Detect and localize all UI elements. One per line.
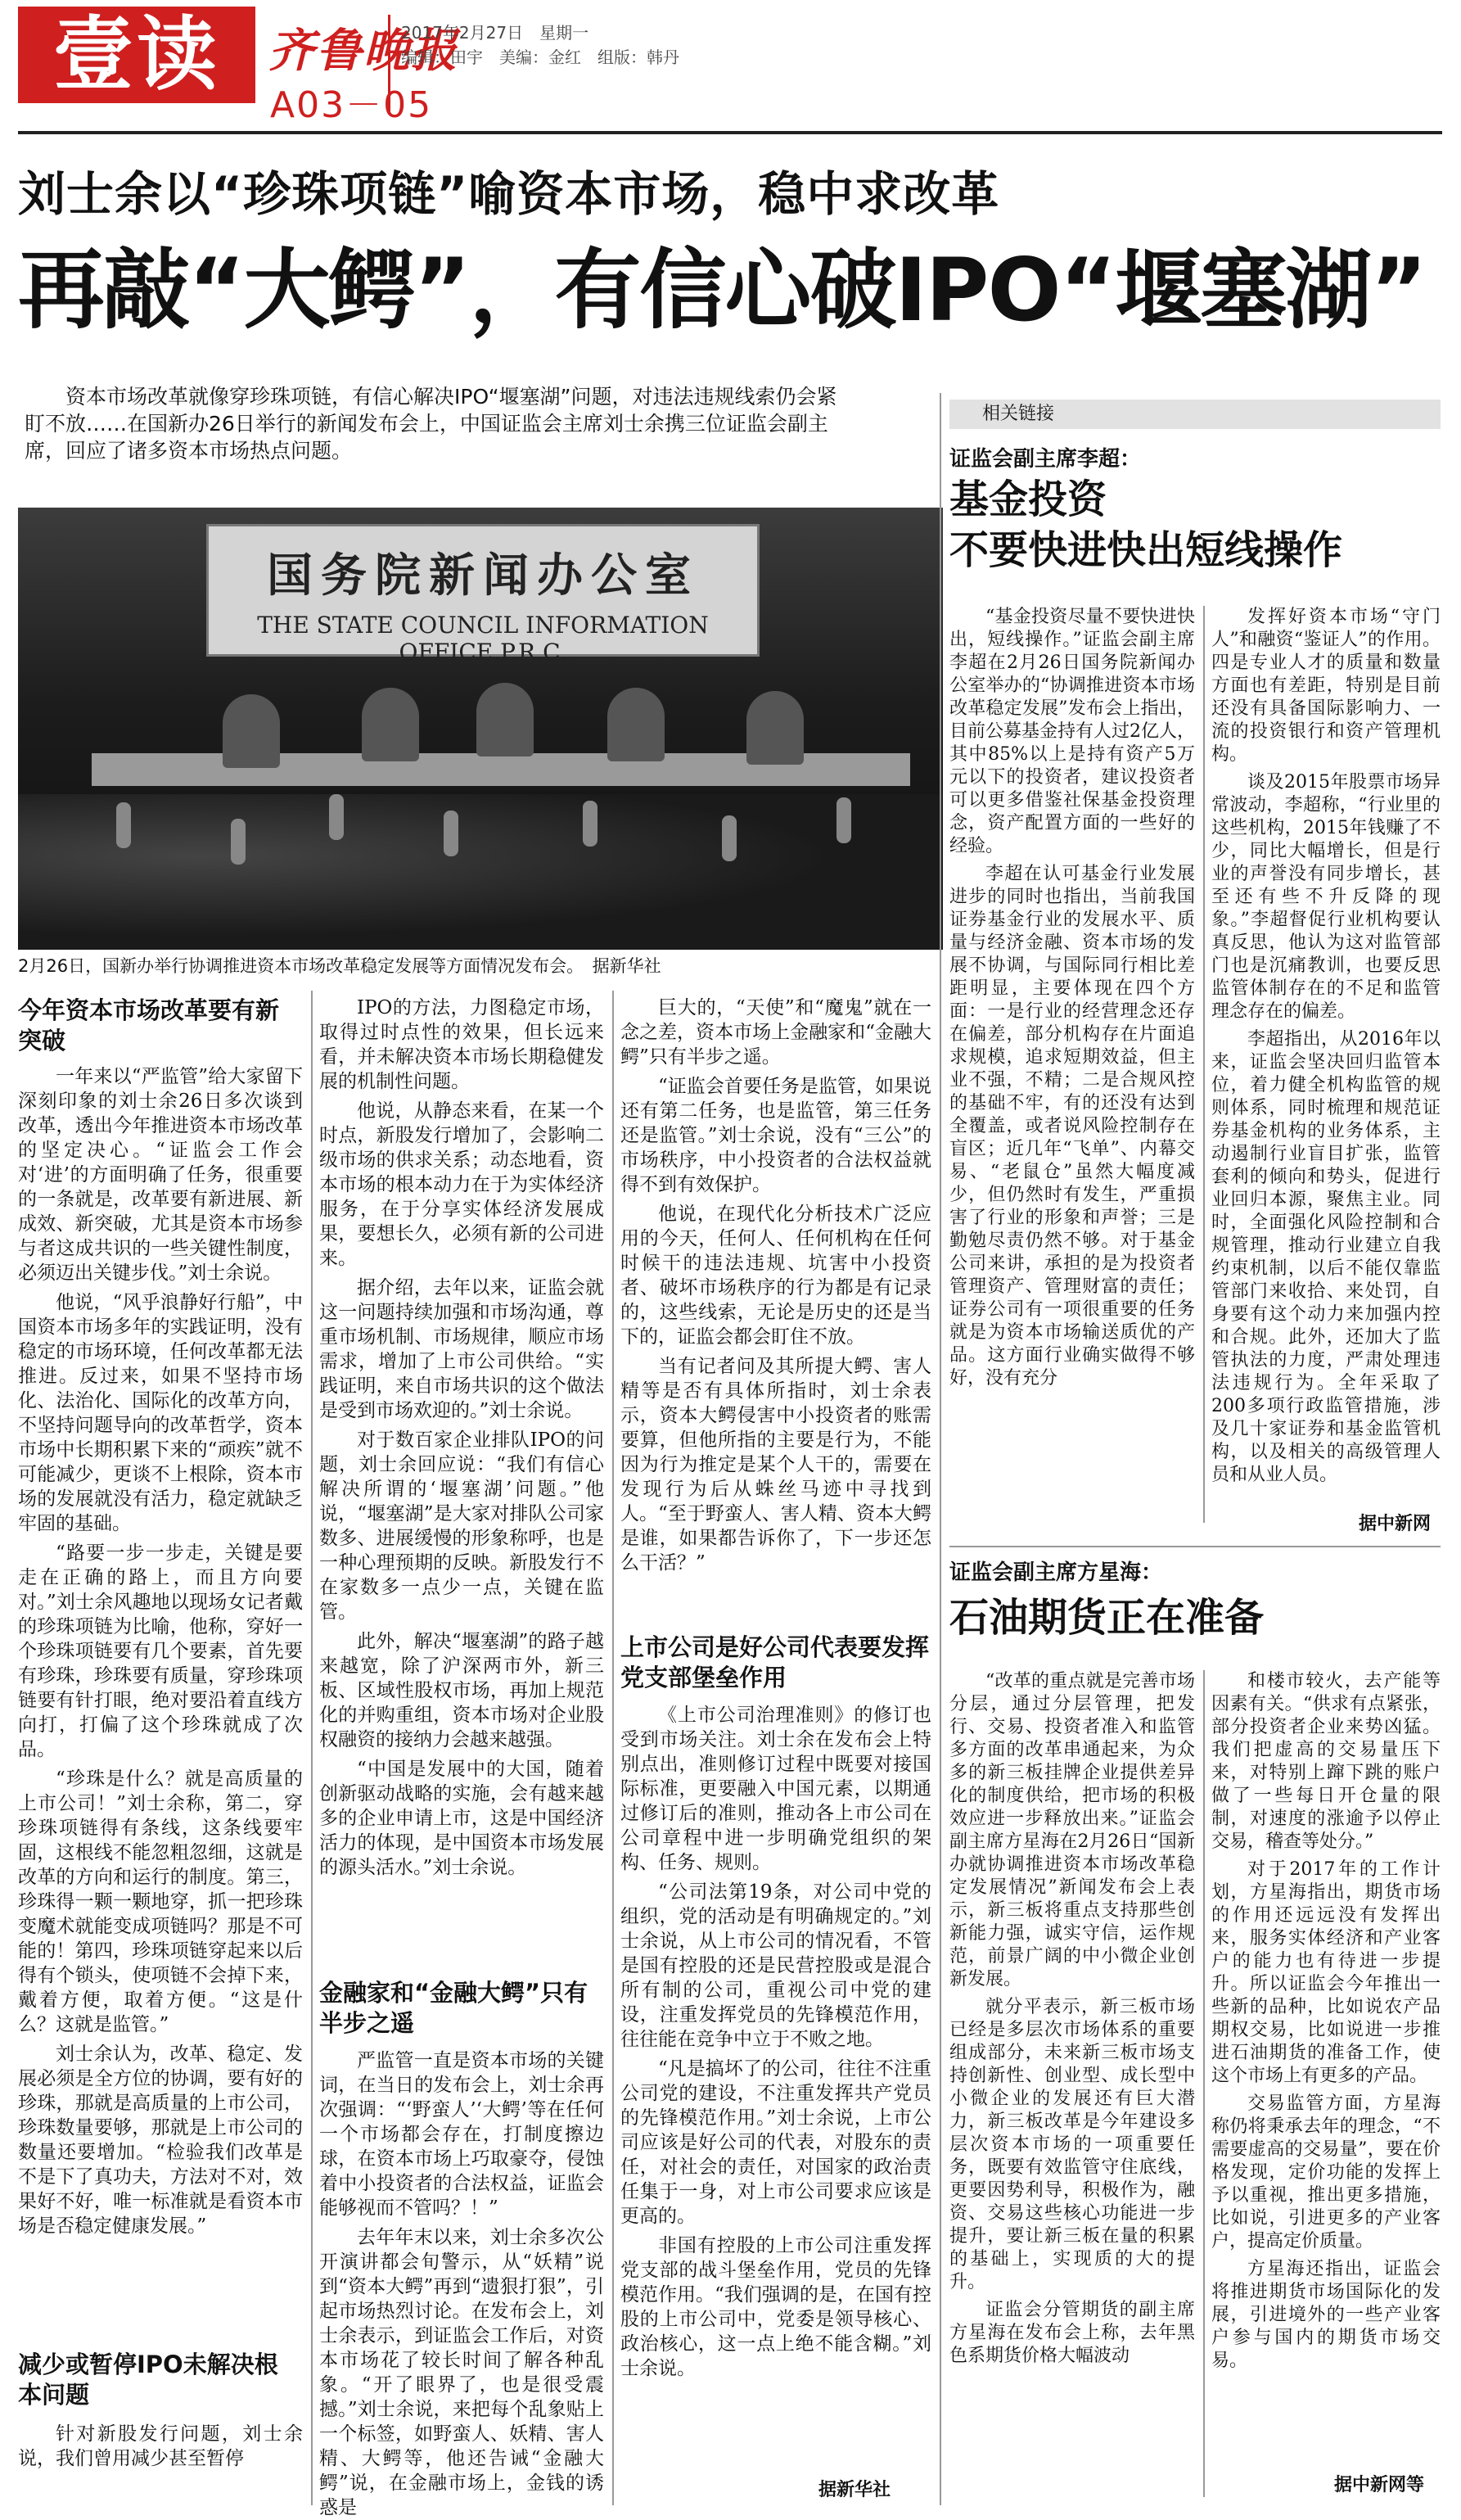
editor-credits: 编辑：田宇 美编：金红 组版：韩丹 xyxy=(401,47,679,67)
raised-hands-crowd xyxy=(18,794,943,950)
headline-subtitle: 刘士余以“珍珠项链”喻资本市场，稳中求改革 xyxy=(18,166,1000,222)
photo-banner xyxy=(206,524,760,666)
paragraph: “中国是发展中的大国，随着创新驱动战略的实施，会有越来越多的企业申请上市，这是中国经济活力的体现，是中国资本市场发展的源头活水。”刘士余说。 xyxy=(319,1759,604,1878)
sidebar2-left-body xyxy=(949,1670,1195,2489)
article-col3-body2 xyxy=(620,1703,931,2473)
article-col1-heading: 今年资本市场改革要有新突破 xyxy=(18,996,280,1055)
section-title: 壹读 xyxy=(18,7,255,103)
article-col1-heading2: 减少或暂停IPO未解决根本问题 xyxy=(18,2351,278,2409)
paragraph: 此外，解决“堰塞湖”的路子越来越宽，除了沪深两市外，新三板、区域性股权市场，再加上规范化的并购重组，资本市场对企业股权融资的接纳力会越来越强。 xyxy=(319,1631,604,1750)
paragraph: 他说，“风乎浪静好行船”，中国资本市场多年的实践证明，没有稳定的市场环境，任何改革都无法推进。反过来，如果不坚持市场化、法治化、国际化的改革方向，不坚持问题导向的改革哲学，资本市场中长期积累下来的“顽疾”就不可能减少，更谈不上根除，资本市场的发展就没有活力，稳定就缺乏牢固的基础。 xyxy=(18,1292,303,1534)
paragraph: 严监管一直是资本市场的关键词，在当日的发布会上，刘士余再次强调：“‘野蛮人’‘大鳄’等在任何一个市场都会存在，打制度擦边球，在资本市场上巧取豪夺，侵蚀着中小投资者的合法权益，证监会能够视而不管吗？！” xyxy=(319,2050,604,2219)
press-conference-photo xyxy=(18,508,943,948)
column-rule xyxy=(311,991,313,2505)
paragraph: 谈及2015年股票市场异常波动，李超称，“行业里的这些机构，2015年钱赚了不少，同比大幅增长，但是行业的声誉没有同步增长，甚至还有些不升反降的现象。”李超督促行业机构要认真反思，他认为这对监管部门也是沉痛教训，也要反思监管体制存在的不足和监管理念存在的偏差。 xyxy=(1211,772,1441,1022)
column-rule xyxy=(1203,606,1205,1523)
paragraph: “珍珠是什么？就是高质量的上市公司！”刘士余称，第二，穿珍珠项链得有条线，这条线要牢固，这根线不能忽粗忽细，这就是改革的方向和运行的制度。第三，珍珠得一颗一颗地穿，抓一把珍珠变魔术就能变成项链吗？那是不可能的！第四，珍珠项链穿起来以后得有个锁头，使项链不会掉下来，戴着方便，取着方便。“这是什么？这就是监管。” xyxy=(18,1768,303,2035)
paragraph: IPO的方法，力图稳定市场，取得过时点性的效果，但长远来看，并未解决资本市场长期稳健发展的机制性问题。 xyxy=(319,997,604,1092)
raised-hand xyxy=(583,801,597,847)
sidebar2-right-body xyxy=(1211,1670,1441,2464)
sidebar1-right-body xyxy=(1211,606,1441,1506)
sidebar1-title-line1: 基金投资 xyxy=(949,476,1107,522)
paragraph: 李超指出，从2016年以来，证监会坚决回归监管本位，着力健全机构监管的规则体系，同时梳理和规范证券基金机构的业务体系，主动遏制行业盲目扩张，监管套利的倾向和势头，促进行业回归本源，聚焦主业。同时，全面强化风险控制和合规管理，推动行业建立自我约束机制，以后不能仅靠监管部门来收拾、来处罚，自身要有这个动力来加强内控和合规。此外，还加大了监管执法的力度，严肃处理违法违规行为。全年采取了200多项行政监管措施，涉及几十家证券和基金监管机构，以及相关的高级管理人员和从业人员。 xyxy=(1211,1029,1441,1485)
article-col1-body xyxy=(18,1064,303,2237)
sidebar2-title: 石油期货正在准备 xyxy=(949,1595,1265,1641)
paragraph: 对于数百家企业排队IPO的问题，刘士余回应说：“我们有信心解决所谓的‘堰塞湖’问题。”他说，“堰塞湖”是大家对排队公司家数多、进展缓慢的形象称呼，也是一种心理预期的反映。新股发行不在家数多一点少一点，关键在监管。 xyxy=(319,1429,604,1623)
sidebar1-left-body xyxy=(949,606,1195,1531)
article-source: 据新华社 xyxy=(818,2480,891,2500)
issue-date: 2017年2月27日 星期一 xyxy=(401,23,589,43)
article-col3-heading2: 上市公司是好公司代表要发挥党支部堡垒作用 xyxy=(620,1633,930,1691)
speaker-figure xyxy=(746,691,804,765)
paragraph: 就分平表示，新三板市场已经是多层次市场体系的重要组成部分，未来新三板市场支持创新性、创业型、成长型中小微企业的发展还有巨大潜力，新三板改革是今年建设多层次资本市场的一项重要任务，既要有效监管守住底线，更要因势利导，积极作为，融资、交易这些核心功能进一步提升，要让新三板在量的积累的基础上，实现质的大的提升。 xyxy=(949,1997,1195,2292)
paragraph: “路要一步一步走，关键是要走在正确的路上，而且方向要对。”刘士余风趣地以现场女记者戴的珍珠项链为比喻，他称，穿好一个珍珠项链要有几个要素，首先要有珍珠，珍珠要有质量，穿珍珠项链要有针打眼，绝对要沿着直线方向打，打偏了这个珍珠就成了次品。 xyxy=(18,1542,303,1760)
article-col2-heading2: 金融家和“金融大鳄”只有半步之遥 xyxy=(319,1979,588,2037)
paragraph: 一年来以“严监管”给大家留下深刻印象的刘士余26日多次谈到改革，透出今年推进资本市场改革的坚定决心。“证监会工作会对‘进’的方面明确了任务，很重要的一条就是，改革要有新进展、新成效、新突破，尤其是资本市场参与者这成共识的一些关键性制度，必须迈出关键步伐。”刘士余说。 xyxy=(18,1066,303,1284)
paragraph: “改革的重点就是完善市场分层，通过分层管理，把发行、交易、投资者准入和监管多方面的改革串通起来，为众多的新三板挂牌企业提供差异化的制度供给，把市场的积极效应进一步释放出来。”证监会副主席方星海在2月26日“国新办就协调推进资本市场改革稳定发展情况”新闻发布会上表示，新三板将重点支持那些创新能力强，诚实守信，运作规范，前景广阔的中小微企业创新发展。 xyxy=(949,1671,1195,1989)
paragraph: “公司法第19条，对公司中党的组织，党的活动是有明确规定的。”刘士余说，从上市公司的情况看，不管是国有控股的还是民营控股或是混合所有制的公司，重视公司中党的建设，注重发挥党员的先锋模范作用，往往能在竞争中立于不败之地。 xyxy=(620,1881,931,2050)
raised-hand xyxy=(116,802,131,848)
article-col3-body xyxy=(620,996,931,1618)
paragraph: “凡是搞坏了的公司，往往不注重公司党的建设，不注重发挥共产党员的先锋模范作用。”刘士余说，上市公司应该是好公司的代表，对股东的责任，对社会的责任，对国家的政治责任集于一身，对上市公司要求应该是更高的。 xyxy=(620,2058,931,2227)
lead-paragraph: 资本市场改革就像穿珍珠项链，有信心解决IPO“堰塞湖”问题，对违法违规线索仍会紧盯不放……在国新办26日举行的新闻发布会上，中国证监会主席刘士余携三位证监会副主席，回应了诸多资本市场热点问题。 xyxy=(25,385,837,463)
sidebar-separator xyxy=(949,1546,1441,1547)
paragraph: 证监会分管期货的副主席方星海在发布会上称，去年黑色系期货价格大幅波动 xyxy=(949,2300,1195,2366)
banner-chinese: 国务院新闻办公室 xyxy=(267,549,699,603)
headline-main: 再敲“大鳄”，有信心破IPO“堰塞湖” xyxy=(18,240,1426,341)
paragraph: 方星海还指出，证监会将推进期货市场国际化的发展，引进境外的一些产业客户参与国内的期货市场交易。 xyxy=(1211,2259,1441,2371)
paragraph: 非国有控股的上市公司注重发挥党支部的战斗堡垒作用，党员的先锋模范作用。“我们强调的是，在国有控股的上市公司中，党委是领导核心、政治核心，这一点上绝不能含糊。”刘士余说。 xyxy=(620,2235,931,2379)
speaker-figure xyxy=(476,683,534,756)
page-number: A03－05 xyxy=(270,84,433,126)
raised-hand xyxy=(444,811,458,856)
speaker-figure xyxy=(607,688,665,761)
raised-hand xyxy=(231,819,246,865)
raised-hand xyxy=(329,794,344,840)
column-rule xyxy=(612,991,614,2505)
paragraph: 李超在认可基金行业发展进步的同时也指出，当前我国证券基金行业的发展水平、质量与经济金融、资本市场的发展不协调，与国际同行相比差距明显，主要体现在四个方面：一是行业的经营理念还存在偏差，部分机构存在片面追求规模，追求短期效益，但主业不强，不精；二是合规风控的基础不牢，有的还没有达到全覆盖，或者说风险控制存在盲区；近几年“飞单”、内幕交易、“老鼠仓”虽然大幅度减少，但仍然时有发生，严重损害了行业的形象和声誉；三是勤勉尽责仍然不够。对于基金公司来讲，承担的是为投资者管理资产、管理财富的责任；证券公司有一项很重要的任务就是为资本市场输送质优的产品。这方面行业确实做得不够好，没有充分 xyxy=(949,864,1195,1389)
raised-hand xyxy=(722,815,737,861)
related-links-label: 相关链接 xyxy=(949,400,1441,429)
raised-hand xyxy=(836,797,851,843)
sidebar1-title-line2: 不要快进快出短线操作 xyxy=(949,527,1343,573)
paragraph: 刘士余认为，改革、稳定、发展必须是全方位的协调，要有好的珍珠，那就是高质量的上市公司，珍珠数量要够，那就是上市公司的数量还要增加。“检验我们改革是不是下了真功夫，方法对不对，效果好不好，唯一标准就是看资本市场是否稳定健康发展。” xyxy=(18,2044,303,2237)
article-col2-body2 xyxy=(319,2048,604,2518)
paragraph: 和楼市较火，去产能等因素有关。“供求有点紧张，部分投资者企业来势凶猛。我们把虚高的交易量压下来，对特别上蹿下跳的账户做了一些每日开仓量的限制，对速度的涨逾予以停止交易，稽查等处分。” xyxy=(1211,1671,1441,1852)
sidebar2-kicker: 证监会副主席方星海： xyxy=(949,1560,1163,1585)
paper-name-logo: 齐鲁晚报 xyxy=(268,24,458,78)
column-rule xyxy=(1203,1670,1205,2497)
paragraph: 当有记者问及其所提大鳄、害人精等是否有具体所指时，刘士余表示，资本大鳄侵害中小投资者的账需要算，但他所指的主要是行为，不能因为行为推定是某个人干的，需要在发现行为后从蛛丝马迹中寻找到人。“至于野蛮人、害人精、资本大鳄是谁，如果都告诉你了，下一步还怎么干活？” xyxy=(620,1356,931,1574)
paragraph: 据介绍，去年以来，证监会就这一问题持续加强和市场沟通，尊重市场机制、市场规律，顺应市场需求，增加了上市公司供给。“实践证明，来自市场共识的这个做法是受到市场欢迎的。”刘士余说。 xyxy=(319,1277,604,1421)
speaker-figure xyxy=(362,688,419,761)
paragraph: 针对新股发行问题，刘士余说，我们曾用减少甚至暂停 xyxy=(18,2423,303,2469)
paragraph: 巨大的，“天使”和“魔鬼”就在一念之差，资本市场上金融家和“金融大鳄”只有半步之遥。 xyxy=(620,997,931,1068)
paragraph: “证监会首要任务是监管，如果说还有第二任务，也是监管，第三任务还是监管。”刘士余说，没有“三公”的市场秩序，中小投资者的合法权益就得不到有效保护。 xyxy=(620,1076,931,1195)
paragraph: 《上市公司治理准则》的修订也受到市场关注。刘士余在发布会上特别点出，准则修订过程中既要对接国际标准，更要融入中国元素，以期通过修订后的准则，推动各上市公司在公司章程中进一步明确党组织的架构、任务、规则。 xyxy=(620,1705,931,1873)
masthead-rule xyxy=(18,131,1442,134)
article-col2-body xyxy=(319,996,604,1962)
paragraph: 他说，在现代化分析技术广泛应用的今天，任何人、任何机构在任何时候干的违法违规、坑害中小投资者、破坏市场秩序的行为都是有记录的，这些线索，无论是历史的还是当下的，证监会都会盯住不放。 xyxy=(620,1204,931,1348)
banner-english: THE STATE COUNCIL INFORMATION OFFICE,P.R.C. xyxy=(257,612,709,666)
photo-caption: 2月26日，国新办举行协调推进资本市场改革稳定发展等方面情况发布会。 据新华社 xyxy=(18,956,661,976)
paragraph: 交易监管方面，方星海称仍将秉承去年的理念，“不需要虚高的交易量”，要在价格发现，定价功能的发挥上予以重视，推出更多措施，比如说，引进更多的产业客户，提高定价质量。 xyxy=(1211,2093,1441,2251)
paragraph: 去年年末以来，刘士余多次公开演讲都会旬警示，从“妖精”说到“资本大鳄”再到“遗狠打狠”，引起市场热烈讨论。在发布会上，刘士余表示，到证监会工作后，对资本市场花了较长时间了解各种乱象。“开了眼界了，也是很受震撼。”刘士余说，来把每个乱象贴上一个标签，如野蛮人、妖精、害人精、大鳄等，他还告诫“金融大鳄”说，在金融市场上，金钱的诱惑是 xyxy=(319,2227,604,2518)
sidebar1-kicker: 证监会副主席李超： xyxy=(949,447,1142,472)
sidebar1-source: 据中新网 xyxy=(1359,1514,1432,1534)
paragraph: “基金投资尽量不要快进快出，短线操作。”证监会副主席李超在2月26日国务院新闻办公室举办的“协调推进资本市场改革稳定发展”发布会上指出，目前公募基金持有人过2亿人，其中85%以上是持有资产5万元以下的投资者，建议投资者可以更多借鉴社保基金投资理念，资产配置方面的一些好的经验。 xyxy=(949,607,1195,856)
speaker-figure xyxy=(223,694,280,768)
paragraph: 对于2017年的工作计划，方星海指出，期货市场的作用还远远没有发挥出来，服务实体经济和产业客户的能力也有待进一步提升。所以证监会今年推出一些新的品种，比如说农产品期权交易，比如说进一步推进石油期货的准备工作，使这个市场上有更多的产品。 xyxy=(1211,1859,1441,2086)
sidebar2-source: 据中新网等 xyxy=(1334,2475,1425,2495)
paragraph: 他说，从静态来看，在某一个时点，新股发行增加了，会影响二级市场的供求关系；动态地看，资本市场的根本动力在于为实体经济服务，在于分享实体经济发展成果，要想长久，必须有新的公司进来。 xyxy=(319,1100,604,1269)
sidebar-divider xyxy=(940,393,941,2505)
article-col1-body2 xyxy=(18,2422,303,2504)
paragraph: 发挥好资本市场“守门人”和融资“鉴证人”的作用。四是专业人才的质量和数量方面也有差距，特别是目前还没有具备国际影响力、一流的投资银行和资产管理机构。 xyxy=(1211,607,1441,765)
